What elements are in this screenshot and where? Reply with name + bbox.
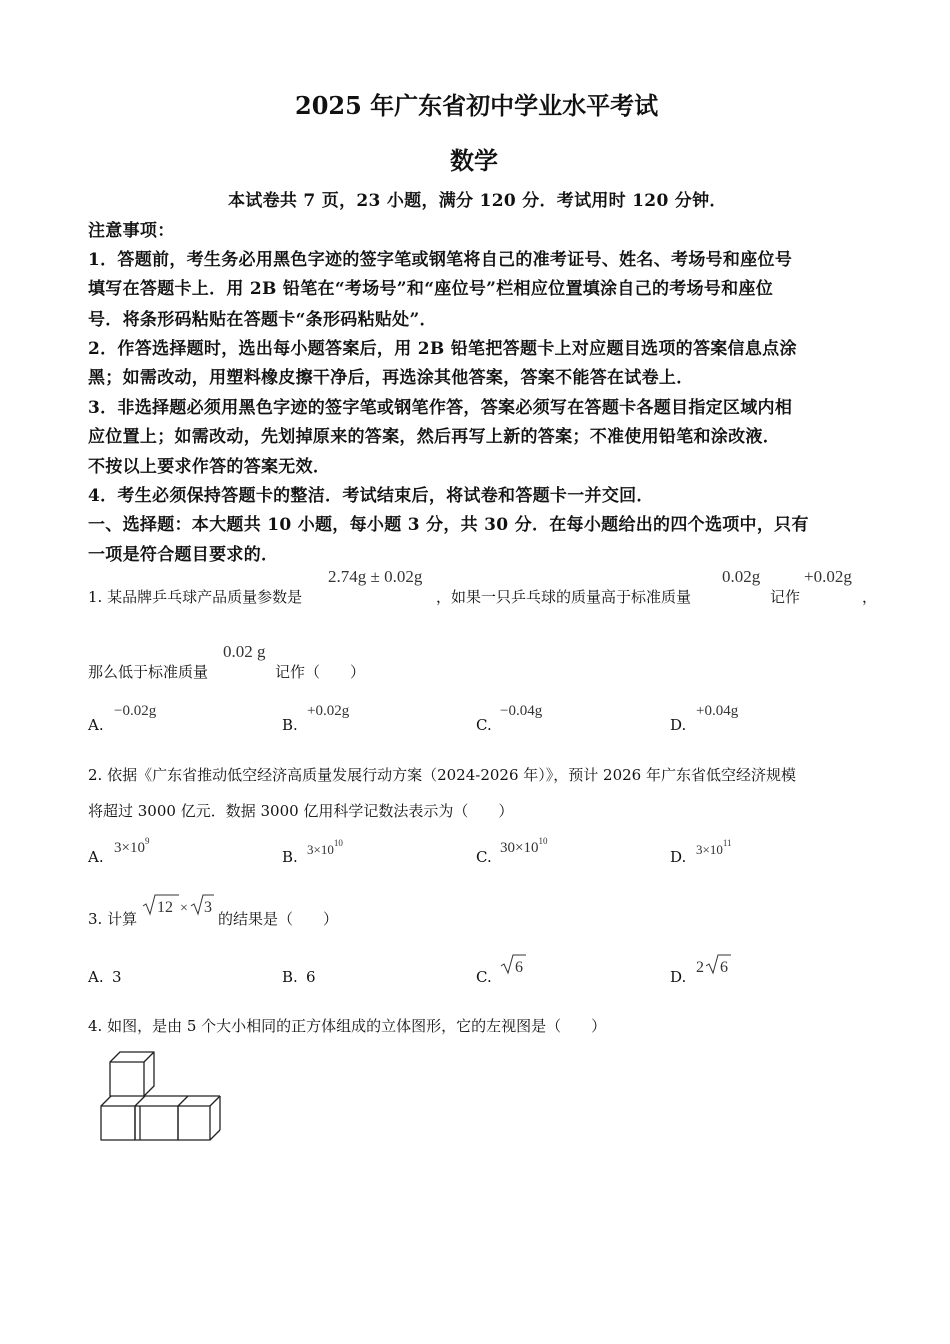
q3-option-c-value <box>500 953 530 979</box>
q1-text: ， <box>862 588 878 606</box>
q2-option-b-label: B. <box>282 848 298 866</box>
q4-text: 4. 如图，是由 5 个大小相同的正方体组成的立体图形，它的左视图是（ ） <box>88 1017 607 1035</box>
section-heading: 一、选择题：本大题共 10 小题，每小题 3 分，共 30 分．在每小题给出的四个选项中，只有 <box>88 515 809 535</box>
notice-line: 2．作答选择题时，选出每小题答案后，用 2B 铅笔把答题卡上对应题目选项的答案信息点涂 <box>88 339 797 359</box>
q1-option-a-value: −0.02g <box>114 703 157 719</box>
q3-option-d-value <box>696 953 736 979</box>
q3-option-c-label: C. <box>476 968 492 986</box>
q1-option-d-value: +0.04g <box>696 703 739 719</box>
q1-option-c-label: C. <box>476 716 492 734</box>
q3-option-d-label: D. <box>670 968 687 986</box>
notice-line: 填写在答题卡上．用 2B 铅笔在“考场号”和“座位号”栏相应位置填涂自己的考场号和座位 <box>88 279 774 299</box>
q1-option-c-value: −0.04g <box>500 703 543 719</box>
q3-option-b-label: B. <box>282 968 298 986</box>
q3-option-b-value: 6 <box>306 968 316 986</box>
q2-option-c-label: C. <box>476 848 492 866</box>
q2-text: 2. 依据《广东省推动低空经济高质量发展行动方案（2024-2026 年）》，预计 2026 年广东省低空经济规模 <box>88 766 796 784</box>
notice-line: 黑；如需改动，用塑料橡皮擦干净后，再选涂其他答案，答案不能答在试卷上． <box>88 368 694 388</box>
notice-line: 应位置上；如需改动，先划掉原来的答案，然后再写上新的答案；不准使用铅笔和涂改液． <box>88 427 780 447</box>
q3-text: 的结果是（ ） <box>218 910 339 928</box>
exam-subject: 数学 <box>450 146 498 175</box>
q2-option-a-value: $3\times 10^9$ <box>114 836 150 856</box>
q1-text: 记作 <box>770 588 801 606</box>
q1-value: +0.02g <box>804 567 852 586</box>
q1-param: 2.74g ± 0.02g <box>328 567 423 586</box>
notice-line: 3．非选择题必须用黑色字迹的签字笔或钢笔作答，答案必须写在答题卡各题目指定区域内相 <box>88 398 793 418</box>
notice-line: 4．考生必须保持答题卡的整洁．考试结束后，将试卷和答题卡一并交回． <box>88 486 654 506</box>
q4-cube-figure <box>98 1048 228 1148</box>
q1-option-b-label: B. <box>282 716 298 734</box>
notice-line: 号．将条形码粘贴在答题卡“条形码粘贴处”． <box>88 310 437 330</box>
notice-line: 1．答题前，考生务必用黑色字迹的签字笔或钢笔将自己的准考证号、姓名、考场号和座位号 <box>88 250 793 270</box>
notice-heading: 注意事项： <box>88 221 175 241</box>
q1-value: 0.02g <box>722 567 761 586</box>
q1-text: 那么低于标准质量 <box>88 663 209 681</box>
q3-option-a-label: A. <box>88 968 104 986</box>
q1-text: 记作（ ） <box>275 663 366 681</box>
q3-option-c-radicand: 6 <box>515 959 523 976</box>
q3-radicand-2: 3 <box>204 899 212 916</box>
q3-option-d-radicand: 6 <box>720 959 728 976</box>
q1-option-d-label: D. <box>670 716 687 734</box>
section-heading-cont: 一项是符合题目要求的． <box>88 545 279 565</box>
q1-value: 0.02 g <box>223 642 266 661</box>
notice-line: 不按以上要求作答的答案无效． <box>88 457 331 477</box>
q3-option-d-coef: 2 <box>696 959 704 976</box>
q1-option-a-label: A. <box>88 716 104 734</box>
q3-expression <box>142 893 217 921</box>
q2-text: 将超过 3000 亿元．数据 3000 亿用科学记数法表示为（ ） <box>88 802 514 820</box>
q2-option-a-label: A. <box>88 848 104 866</box>
q2-option-c-value: $30\times 10^{10}$ <box>500 836 548 856</box>
q1-text: 1. 某品牌乒乓球产品质量参数是 <box>88 588 303 606</box>
q1-text: ，如果一只乒乓球的质量高于标准质量 <box>436 588 692 606</box>
q3-radicand-1: 12 <box>157 899 173 916</box>
exam-info: 本试卷共 7 页，23 小题，满分 120 分．考试用时 120 分钟． <box>228 191 727 211</box>
q3-text: 3. 计算 <box>88 910 138 928</box>
q3-option-a-value: 3 <box>112 968 122 986</box>
q3-times: × <box>180 901 188 916</box>
exam-title: 2025 年广东省初中学业水平考试 <box>295 91 659 120</box>
q2-option-b-value: $3\times 10^{10}$ <box>307 838 343 857</box>
q1-option-b-value: +0.02g <box>307 703 350 719</box>
q2-option-d-label: D. <box>670 848 687 866</box>
q2-option-d-value: $3\times 10^{11}$ <box>696 838 732 857</box>
